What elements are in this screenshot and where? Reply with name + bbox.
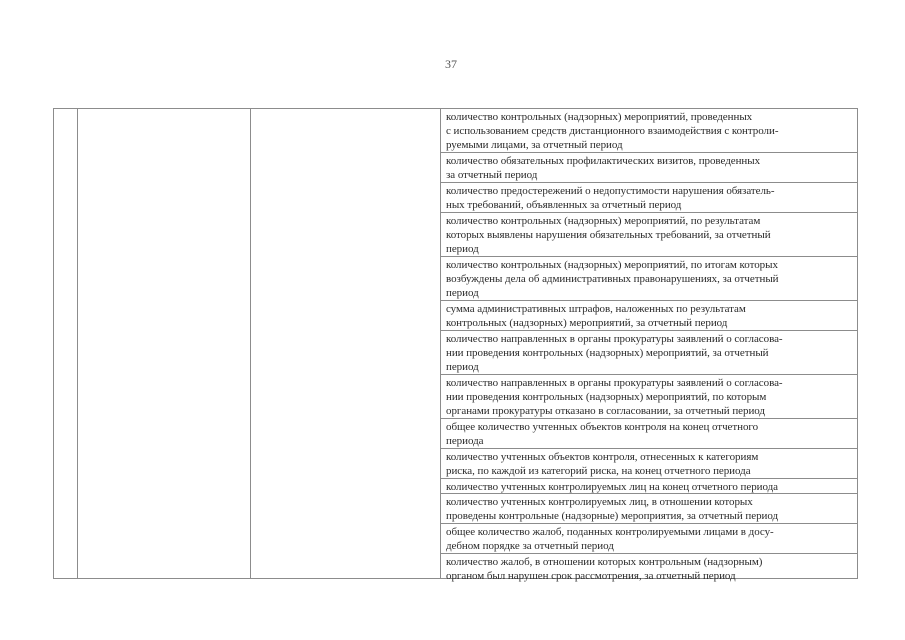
table-cell-text-line: период (446, 243, 479, 255)
table-row (441, 479, 857, 494)
table-cell-text-line: проведены контрольные (надзорные) мероприятия, за отчетный период (446, 510, 779, 522)
table-cell-text-line: период (446, 361, 479, 373)
table-row (441, 375, 857, 419)
table-cell-text-line: которых выявлены нарушения обязательных требований, за отчетный (446, 229, 771, 241)
table-row (441, 449, 857, 479)
table-column-indicator-list (440, 109, 857, 582)
table-column-indicator-type (250, 109, 441, 578)
table-column-number (54, 109, 77, 578)
table-row (441, 524, 857, 554)
table-cell-text-line: с использованием средств дистанционного взаимодействия с контроли- (446, 125, 779, 137)
table-cell-text-line: периода (446, 435, 484, 447)
table-cell-text-line: количество контрольных (надзорных) мероприятий, по итогам которых (446, 259, 778, 271)
indicators-table (53, 108, 858, 582)
table-cell-text-line: дебном порядке за отчетный период (446, 540, 614, 552)
table-row (441, 257, 857, 301)
table-row (441, 419, 857, 449)
table-row (441, 109, 857, 153)
table-cell-text-line: риска, по каждой из категорий риска, на конец отчетного периода (446, 465, 751, 477)
table-cell-text-line: ных требований, объявленных за отчетный период (446, 199, 682, 211)
table-row (441, 331, 857, 375)
table-cell-text-line: количество жалоб, в отношении которых контрольным (надзорным) (446, 556, 763, 568)
page-number: 37 (445, 57, 457, 71)
table-cell-text-line: контрольных (надзорных) мероприятий, за отчетный период (446, 317, 728, 329)
table-cell-text-line: нии проведения контрольных (надзорных) мероприятий, по которым (446, 391, 767, 403)
table-cell-text-line: количество контрольных (надзорных) мероприятий, по результатам (446, 215, 761, 227)
table-cell-text-line: возбуждены дела об административных правонарушениях, за отчетный (446, 273, 779, 285)
table-cell-text-line: общее количество учтенных объектов контроля на конец отчетного (446, 421, 759, 433)
table-row (441, 213, 857, 257)
table-cell-text-line: руемыми лицами, за отчетный период (446, 139, 623, 151)
table-cell-text-line: количество учтенных контролируемых лиц, в отношении которых (446, 496, 753, 508)
table-cell-text-line: сумма административных штрафов, наложенных по результатам (446, 303, 746, 315)
table-cell-text-line: количество учтенных объектов контроля, отнесенных к категориям (446, 451, 759, 463)
indicator-list (441, 109, 857, 584)
table-cell-text-line: количество предостережений о недопустимости нарушения обязатель- (446, 185, 775, 197)
table-row (441, 554, 857, 584)
table-cell-text-line: количество направленных в органы прокуратуры заявлений о согласова- (446, 333, 783, 345)
table-row (441, 183, 857, 213)
table-cell-text-line: количество направленных в органы прокуратуры заявлений о согласова- (446, 377, 783, 389)
table-row (441, 494, 857, 524)
table-row (441, 301, 857, 331)
table-cell-text-line: органами прокуратуры отказано в согласовании, за отчетный период (446, 405, 765, 417)
table-cell-text-line: количество обязательных профилактических визитов, проведенных (446, 155, 761, 167)
table-cell-text-line: количество контрольных (надзорных) мероприятий, проведенных (446, 111, 753, 123)
table-row (441, 153, 857, 183)
table-cell-text-line: общее количество жалоб, поданных контролируемыми лицами в досу- (446, 526, 774, 538)
table-cell-text-line: органом был нарушен срок рассмотрения, за отчетный период (446, 570, 736, 582)
table-cell-text-line: количество учтенных контролируемых лиц на конец отчетного периода (446, 481, 778, 493)
table-cell-text-line: период (446, 287, 479, 299)
table-cell-text-line: нии проведения контрольных (надзорных) мероприятий, за отчетный (446, 347, 769, 359)
table-column-indicator-name (77, 109, 251, 578)
table-cell-text-line: за отчетный период (446, 169, 538, 181)
